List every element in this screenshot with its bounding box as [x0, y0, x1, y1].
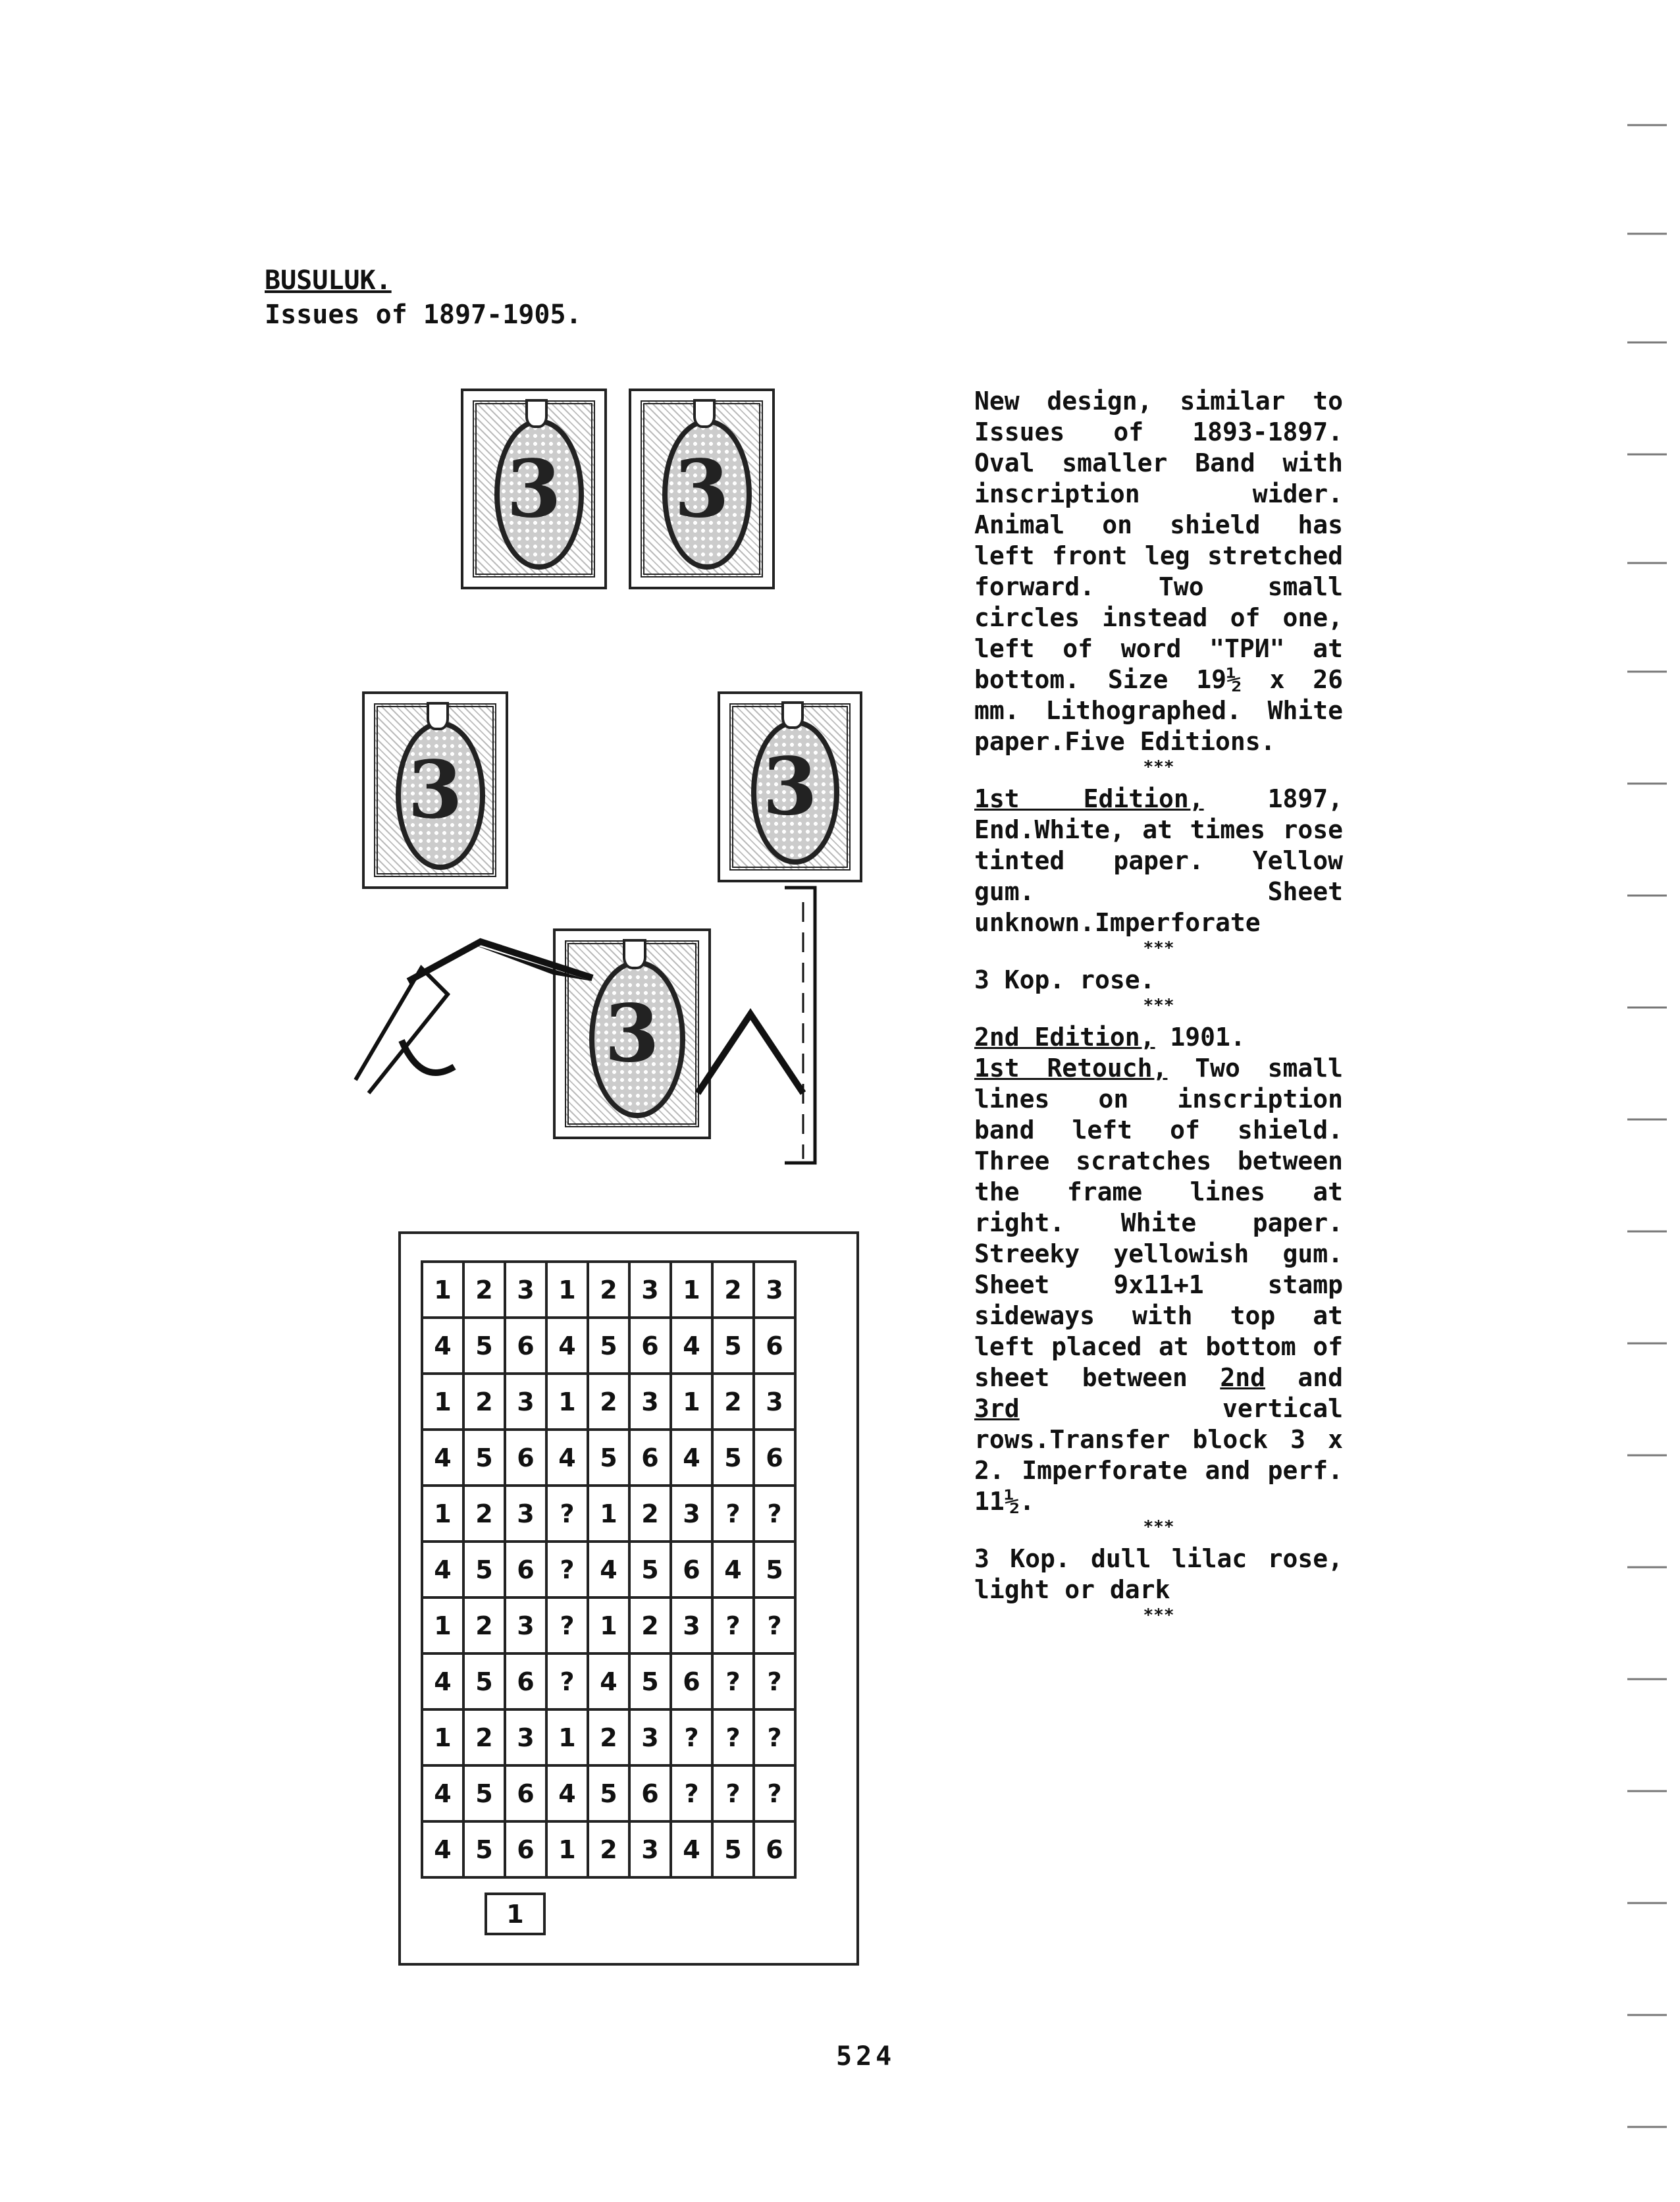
plate-cell: 5 [588, 1318, 629, 1374]
place-title: BUSULUK. [265, 265, 392, 296]
plate-cell: 3 [671, 1486, 712, 1542]
plate-row [422, 1765, 795, 1821]
plate-cell: 1 [671, 1262, 712, 1318]
plate-cell: 6 [629, 1318, 671, 1374]
value-1: 3 Kop. rose. [974, 965, 1155, 994]
plate-cell: 4 [422, 1430, 463, 1486]
plate-cell: ? [546, 1542, 588, 1598]
plate-row [422, 1598, 795, 1653]
plate-cell: 4 [712, 1542, 754, 1598]
plate-row [422, 1430, 795, 1486]
plate-cell: 6 [671, 1542, 712, 1598]
plate-cell: 6 [505, 1542, 546, 1598]
description-column [974, 386, 1343, 1625]
plate-cell: 1 [546, 1821, 588, 1877]
plate-cell: ? [671, 1765, 712, 1821]
plate-cell: 5 [463, 1542, 505, 1598]
plate-cell: 4 [422, 1653, 463, 1709]
stamp-numeral: 3 [407, 743, 463, 837]
plate-cell: 2 [588, 1709, 629, 1765]
sideways-stamp-cell: 1 [485, 1893, 546, 1935]
plate-cell: 3 [629, 1262, 671, 1318]
plate-row [422, 1653, 795, 1709]
separator: *** [1143, 757, 1174, 777]
plate-cell: 5 [712, 1318, 754, 1374]
plate-cell: 3 [754, 1374, 795, 1430]
edition-2-text-b: vertical rows.Transfer block 3 x 2. Imperforate and perf. 11½. [974, 1394, 1343, 1516]
edition-2-paragraph [974, 1022, 1343, 1517]
plate-cell: 5 [629, 1542, 671, 1598]
plate-cell: ? [754, 1765, 795, 1821]
edition-1-text: 1897, End.White, at times rose tinted paper. Yellow gum. Sheet unknown.Imperforate [974, 784, 1343, 937]
plate-cell: 4 [588, 1653, 629, 1709]
edition-2-text-a: Two small lines on inscription band left of shield. Three scratches between the frame lines at right. White paper. Streeky yellowish gum. Sheet 9x11+1 stamp sideways with top at left placed at bottom of sheet between [974, 1054, 1343, 1392]
plate-cell: 6 [505, 1318, 546, 1374]
plate-cell: 1 [546, 1374, 588, 1430]
plate-cell: 1 [588, 1598, 629, 1653]
ordinal-2nd: 2nd [1220, 1363, 1265, 1392]
plate-cell: 3 [505, 1598, 546, 1653]
plate-cell: ? [754, 1653, 795, 1709]
plate-cell: 5 [588, 1430, 629, 1486]
and-text: and [1265, 1363, 1343, 1392]
plate-cell: 4 [422, 1765, 463, 1821]
plate-cell: ? [712, 1598, 754, 1653]
plate-layout-grid [421, 1260, 797, 1879]
plate-row [422, 1486, 795, 1542]
edition-1-paragraph [974, 784, 1343, 938]
plate-cell: 3 [505, 1262, 546, 1318]
plate-cell: 6 [505, 1430, 546, 1486]
plate-cell: 6 [754, 1821, 795, 1877]
plate-cell: ? [754, 1598, 795, 1653]
plate-cell: 2 [712, 1262, 754, 1318]
retouch-pointers [342, 882, 843, 1185]
page-heading [265, 263, 582, 332]
plate-cell: 6 [629, 1765, 671, 1821]
stamp-image-3 [362, 691, 508, 889]
description-paragraph: New design, similar to Issues of 1893-1897. Oval smaller Band with inscription wider. Animal on shield has left front leg stretched forward. Two small circles instead of one, left of word "ТРИ" at bottom. Size 19½ x 26 mm. Lithographed. White paper.Five Editions. [974, 387, 1343, 756]
stamp-numeral: 3 [762, 740, 818, 834]
plate-cell: ? [712, 1765, 754, 1821]
plate-cell: 5 [588, 1765, 629, 1821]
plate-cell: 6 [754, 1430, 795, 1486]
plate-cell: 4 [422, 1542, 463, 1598]
plate-cell: 3 [754, 1262, 795, 1318]
plate-cell: 2 [463, 1709, 505, 1765]
page-number: 524 [836, 2041, 896, 2072]
stamp-numeral: 3 [506, 443, 562, 535]
stamp-image-2 [629, 389, 775, 589]
ordinal-3rd: 3rd [974, 1394, 1020, 1423]
stamp-image-4 [718, 691, 862, 882]
plate-cell: 6 [505, 1653, 546, 1709]
plate-cell: ? [754, 1486, 795, 1542]
plate-cell: 3 [629, 1821, 671, 1877]
plate-cell: 5 [463, 1653, 505, 1709]
plate-cell: ? [546, 1598, 588, 1653]
plate-cell: 4 [422, 1318, 463, 1374]
plate-cell: 4 [671, 1821, 712, 1877]
plate-row [422, 1542, 795, 1598]
plate-cell: 3 [629, 1374, 671, 1430]
plate-cell: 1 [422, 1709, 463, 1765]
plate-cell: 5 [463, 1318, 505, 1374]
plate-cell: 5 [463, 1821, 505, 1877]
binder-margin-marks [1608, 0, 1680, 2202]
plate-cell: 5 [712, 1821, 754, 1877]
plate-cell: 2 [629, 1486, 671, 1542]
plate-cell: 1 [422, 1486, 463, 1542]
plate-cell: 3 [505, 1374, 546, 1430]
stamp-image-1 [461, 389, 607, 589]
plate-cell: 4 [546, 1430, 588, 1486]
plate-cell: 1 [422, 1374, 463, 1430]
plate-cell: 6 [505, 1765, 546, 1821]
value-2: 3 Kop. dull lilac rose, light or dark [974, 1544, 1343, 1604]
plate-cell: ? [712, 1486, 754, 1542]
separator: *** [1143, 938, 1174, 958]
plate-cell: 1 [671, 1374, 712, 1430]
plate-cell: 2 [588, 1262, 629, 1318]
separator: *** [1143, 1605, 1174, 1625]
stamp-numeral: 3 [604, 987, 660, 1081]
edition-2-label: 2nd Edition, [974, 1023, 1155, 1052]
plate-row [422, 1262, 795, 1318]
retouch-label: 1st Retouch, [974, 1054, 1168, 1083]
plate-cell: 4 [671, 1430, 712, 1486]
plate-cell: ? [712, 1653, 754, 1709]
plate-cell: 6 [671, 1653, 712, 1709]
plate-cell: 5 [463, 1430, 505, 1486]
plate-cell: 2 [629, 1598, 671, 1653]
plate-cell: 2 [588, 1821, 629, 1877]
plate-row [422, 1821, 795, 1877]
plate-row [422, 1709, 795, 1765]
plate-cell: 3 [505, 1486, 546, 1542]
plate-cell: 2 [463, 1374, 505, 1430]
plate-row [422, 1318, 795, 1374]
plate-cell: 5 [712, 1430, 754, 1486]
plate-cell: 2 [588, 1374, 629, 1430]
plate-cell: 5 [629, 1653, 671, 1709]
issues-subtitle: Issues of 1897-1905. [265, 300, 582, 330]
plate-cell: 1 [546, 1709, 588, 1765]
plate-cell: 3 [671, 1598, 712, 1653]
plate-cell: 2 [463, 1598, 505, 1653]
plate-cell: 6 [629, 1430, 671, 1486]
stamp-numeral: 3 [674, 443, 729, 535]
plate-cell: 4 [546, 1765, 588, 1821]
plate-row [422, 1374, 795, 1430]
plate-cell: 3 [505, 1709, 546, 1765]
plate-cell: 6 [505, 1821, 546, 1877]
plate-cell: ? [546, 1486, 588, 1542]
plate-cell: 2 [463, 1486, 505, 1542]
plate-cell: 1 [422, 1598, 463, 1653]
plate-cell: 5 [754, 1542, 795, 1598]
separator: *** [1143, 1517, 1174, 1537]
plate-layout-box [398, 1231, 859, 1966]
plate-cell: 3 [629, 1709, 671, 1765]
plate-cell: 4 [546, 1318, 588, 1374]
plate-cell: ? [712, 1709, 754, 1765]
plate-cell: ? [546, 1653, 588, 1709]
edition-2-date: 1901. [1155, 1023, 1246, 1052]
plate-cell: 4 [422, 1821, 463, 1877]
plate-cell: 1 [422, 1262, 463, 1318]
plate-cell: ? [754, 1709, 795, 1765]
plate-cell: 2 [712, 1374, 754, 1430]
plate-cell: 4 [588, 1542, 629, 1598]
plate-cell: 1 [546, 1262, 588, 1318]
plate-cell: 2 [463, 1262, 505, 1318]
plate-cell: ? [671, 1709, 712, 1765]
edition-1-label: 1st Edition, [974, 784, 1204, 813]
plate-cell: 1 [588, 1486, 629, 1542]
separator: *** [1143, 996, 1174, 1015]
plate-cell: 5 [463, 1765, 505, 1821]
plate-cell: 4 [671, 1318, 712, 1374]
plate-cell: 6 [754, 1318, 795, 1374]
